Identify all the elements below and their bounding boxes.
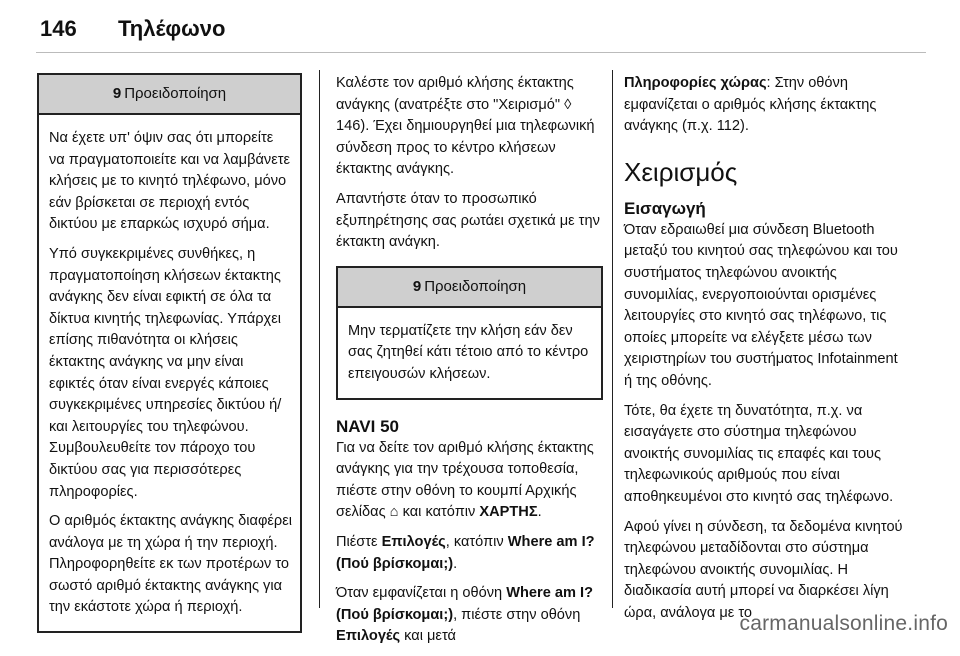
text-run: Για να δείτε τον αριθμό κλήσης έκτακτης ανάγκης για την τρέχουσα τοποθεσία, πιέστε στην οθόνη το κουμπί Αρχικής σελίδας bbox=[336, 439, 594, 521]
page-title: Τηλέφωνο bbox=[118, 16, 226, 41]
warning-paragraph: Να έχετε υπ' όψιν σας ότι μπορείτε να πραγματοποιείτε και να λαμβάνετε κλήσεις με το κινητό τηλέφωνο, μόνο εάν βρίσκεται σε περιοχή εντός δικτύου με επαρκώς ισχυρό σήμα. bbox=[49, 130, 290, 233]
body-paragraph bbox=[624, 73, 906, 138]
warning-paragraph: Μην τερματίζετε την κλήση εάν δεν σας ζητηθεί κάτι τέτοιο από το κέντρο επειγουσών κλήσεων. bbox=[348, 322, 589, 382]
text-run: . bbox=[453, 555, 458, 572]
warning-paragraph: Υπό συγκεκριμένες συνθήκες, η πραγματοποίηση κλήσεων έκτακτης ανάγκης δεν είναι εφικτή σε όλα τα δίκτυα κινητής τηλεφωνίας. Υπάρχει επίσης πιθανότητα οι κλήσεις έκτακτης ανάγκης να μην είναι εφικτές όταν είναι ενεργές κάποιες συγκεκριμένες υπηρεσίες δικτύου ή/και λειτουργίες του τηλεφώνου. Συμβουλευθείτε τον πάροχο του δικτύου σας για περισσότερες πληροφορίες. bbox=[49, 245, 282, 500]
text-run: Πιέστε bbox=[336, 533, 378, 550]
text-run: , κατόπιν bbox=[445, 533, 504, 550]
warning-box bbox=[37, 73, 302, 633]
sub-heading: Εισαγωγή bbox=[624, 198, 706, 218]
warning-body bbox=[39, 115, 300, 631]
text-run: , πιέστε στην οθόνη bbox=[453, 606, 581, 623]
warning-header bbox=[39, 75, 300, 115]
text-run: Όταν εμφανίζεται η οθόνη bbox=[336, 585, 503, 602]
body-paragraph: Τότε, θα έχετε τη δυνατότητα, π.χ. να εισαγάγετε στο σύστημα τηλεφώνου ανοικτής συνομιλίας τις επαφές και τους τηλεφωνικούς αριθμούς που είναι αποθηκευμένοι στο κινητό σας τηλέφωνο. bbox=[624, 402, 894, 505]
warning-icon: 9 bbox=[112, 85, 122, 102]
warning-title: Προειδοποίηση bbox=[424, 277, 527, 295]
body-paragraph bbox=[336, 583, 603, 648]
home-icon: ⌂ bbox=[389, 504, 399, 521]
warning-box bbox=[336, 266, 603, 400]
header-rule bbox=[36, 52, 926, 53]
warning-header bbox=[338, 268, 601, 308]
body-paragraph bbox=[336, 438, 603, 524]
section-heading: Χειρισμός bbox=[624, 156, 738, 187]
body-paragraph: Απαντήστε όταν το προσωπικό εξυπηρέτησης σας ρωτάει σχετικά με την έκτακτη ανάγκη. bbox=[336, 190, 600, 251]
body-paragraph: Καλέστε τον αριθμό κλήσης έκτακτης ανάγκης (ανατρέξτε στο "Χειρισμό" ◊ 146). Έχει δημιουργηθεί μια τηλεφωνική σύνδεση προς το κέντρο κλήσεων έκτακτης ανάγκης. bbox=[336, 75, 595, 178]
column-middle bbox=[336, 73, 603, 656]
warning-title: Προειδοποίηση bbox=[124, 85, 227, 102]
text-run: και κατόπιν bbox=[402, 504, 476, 521]
column-divider bbox=[319, 70, 320, 608]
warning-body bbox=[338, 308, 601, 398]
section-heading-navi: NAVI 50 bbox=[336, 416, 399, 436]
warning-icon: 9 bbox=[412, 277, 422, 295]
column-right bbox=[624, 73, 906, 632]
body-paragraph: Αφού γίνει η σύνδεση, τα δεδομένα κινητού τηλεφώνου μεταδίδονται στο σύστημα τηλεφώνου ανοικτής συνομιλίας. Η διαδικασία αυτή μπορεί να διαρκέσει λίγη ώρα, ανάλογα με το bbox=[624, 518, 903, 621]
bold-term: Where am I? (Πού βρίσκομαι;) bbox=[336, 585, 594, 623]
text-run: και μετά bbox=[404, 628, 456, 645]
bold-term: Επιλογές bbox=[336, 628, 401, 645]
page-number: 146 bbox=[40, 16, 77, 41]
text-run: . bbox=[537, 504, 542, 521]
body-paragraph: Όταν εδραιωθεί μια σύνδεση Bluetooth μεταξύ του κινητού σας τηλεφώνου και του συστήματος τηλεφώνου ανοικτής συνομιλίας, ενεργοποιούνται ορισμένες λειτουργίες στο κινητό σας τηλέφωνο, τις οποίες μπορείτε να ελέγξετε μέσω των χειριστηρίων του συστήματος Infotainment ή της οθόνης. bbox=[624, 221, 898, 389]
bold-term: Where am I? (Πού βρίσκομαι;) bbox=[336, 533, 595, 572]
warning-paragraph: Ο αριθμός έκτακτης ανάγκης διαφέρει ανάλογα με τη χώρα ή την περιοχή. Πληροφορηθείτε εκ των προτέρων το σωστό αριθμό έκτακτης ανάγκης για την εκάστοτε χώρα ή περιοχή. bbox=[49, 513, 292, 616]
bold-term: Πληροφορίες χώρας bbox=[624, 75, 767, 91]
watermark: carmanualsonline.info bbox=[739, 612, 948, 635]
body-paragraph bbox=[336, 532, 603, 575]
bold-term: ΧΑΡΤΗΣ bbox=[479, 504, 538, 521]
column-left bbox=[37, 73, 302, 633]
bold-term: Επιλογές bbox=[381, 533, 446, 550]
text-run: : Στην οθόνη εμφανίζεται ο αριθμός κλήσης έκτακτης ανάγκης (π.χ. 112). bbox=[624, 75, 877, 135]
column-divider bbox=[612, 70, 613, 608]
